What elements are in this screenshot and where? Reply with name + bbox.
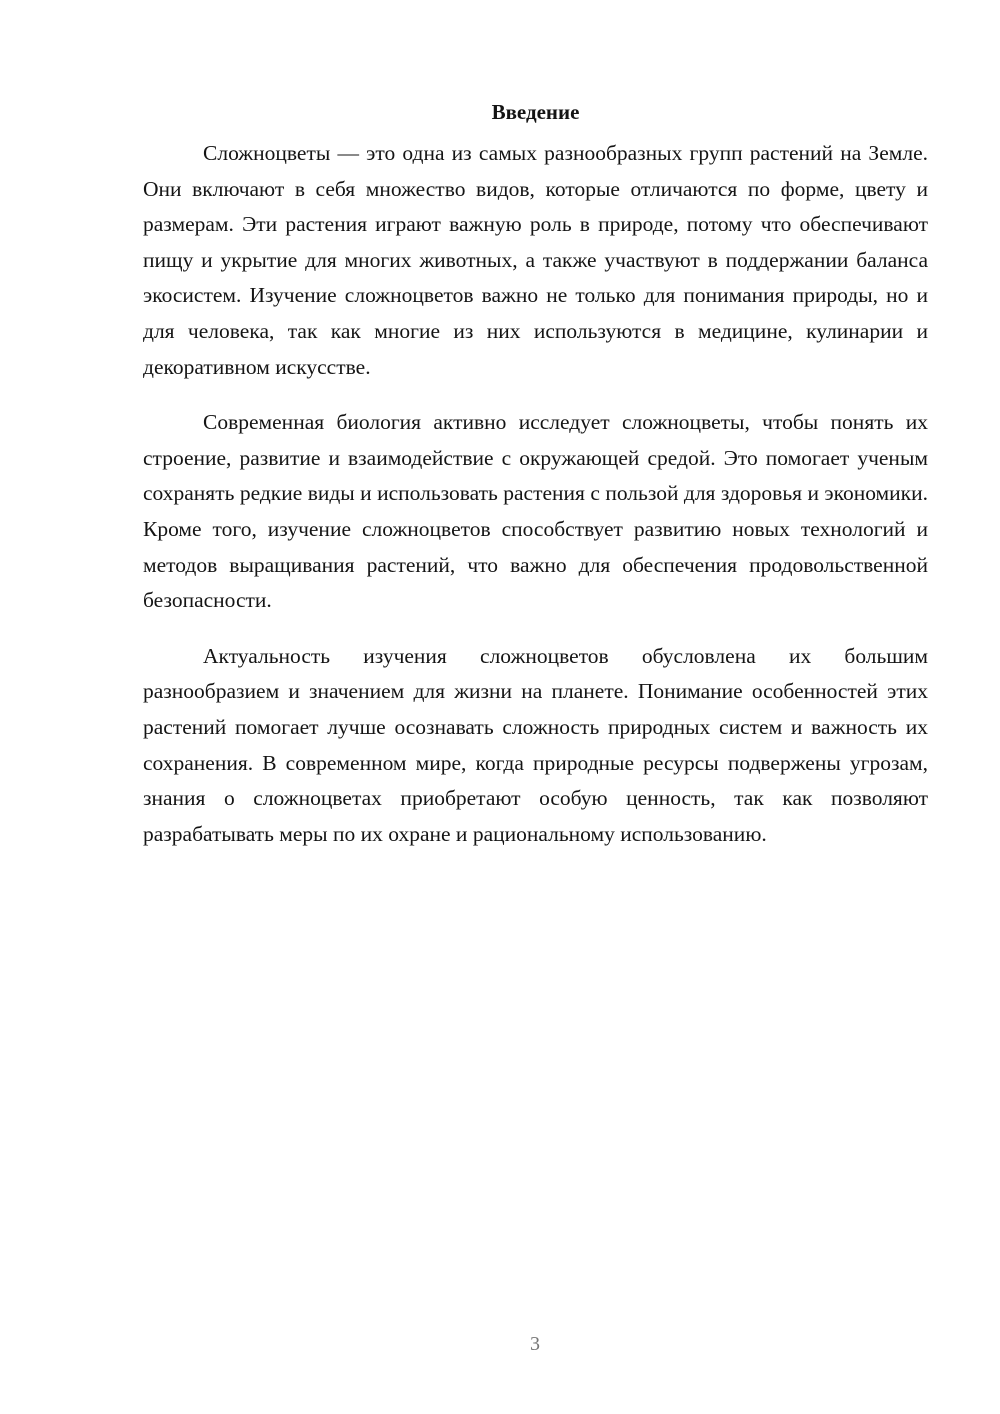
paragraph-2: Современная биология активно исследует сложноцветы, чтобы понять их строение, развитие и взаимодействие с окружающей средой. Это помогает ученым сохранять редкие виды и использовать растения с пользой для здоровья и экономики. Кроме того, изучение сложноцветов способствует развитию новых технологий и методов выращивания растений, что важно для обеспечения продовольственной безопасности.: [143, 410, 928, 613]
page-number: 3: [530, 1333, 540, 1355]
paragraph-1: Сложноцветы — это одна из самых разнообразных групп растений на Земле. Они включают в себя множество видов, которые отличаются по форме, цвету и размерам. Эти растения играют важную роль в природе, потому что обеспечивают пищу и укрытие для многих животных, а также участвуют в поддержании баланса экосистем. Изучение сложноцветов важно не только для понимания природы, но и для человека, так как многие из них используются в медицине, кулинарии и декоративном искусстве.: [143, 141, 928, 379]
page-content: [143, 98, 928, 872]
section-title: Введение: [491, 100, 580, 124]
paragraph-3: Актуальность изучения сложноцветов обусловлена их большим разнообразием и значением для жизни на планете. Понимание особенностей этих растений помогает лучше осознавать сложность природных систем и важность их сохранения. В современном мире, когда природные ресурсы подвержены угрозам, знания о сложноцветах приобретают особую ценность, так как позволяют разрабатывать меры по их охране и рациональному использованию.: [143, 643, 928, 846]
